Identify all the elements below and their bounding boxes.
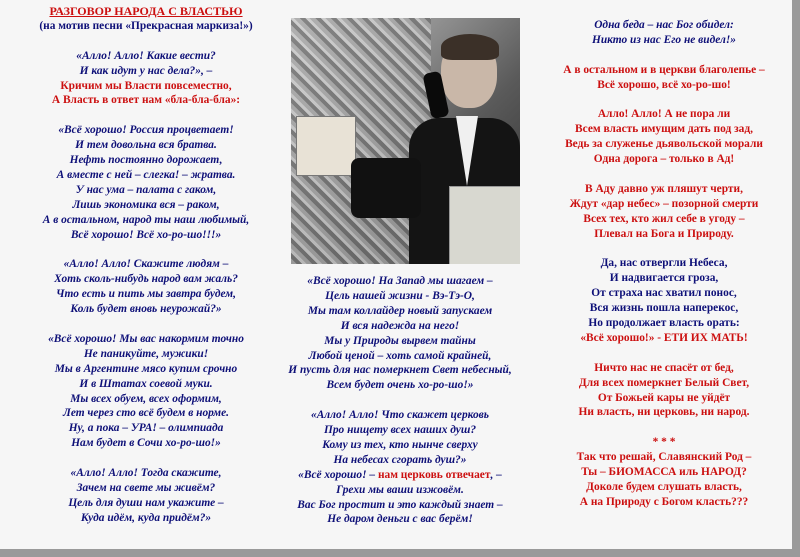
poem-line: Алло! Алло! А не пора ли — [597, 108, 731, 121]
poem-line — [285, 393, 515, 408]
middle-column — [285, 274, 515, 527]
poem-line — [536, 346, 792, 361]
poem-line: «Всё хорошо! Россия процветает! — [58, 124, 234, 137]
poem-line: Доколе будем слушать власть, — [586, 481, 742, 493]
poem-line: А вместе с ней – слегка! – жратва. — [56, 168, 236, 181]
poem-line: Так что решай, Славянский Род – — [576, 451, 752, 464]
poem-line — [536, 420, 792, 435]
poem-line: Хоть сколь-нибудь народ вам жаль? — [54, 273, 238, 286]
poem-line: И как идут у нас дела?», – — [79, 64, 213, 77]
poem-line: Но продолжает власть орать: — [588, 317, 740, 330]
poem-line: «Алло! Алло! Какие вести? — [76, 49, 216, 62]
poem-line: И надвигается гроза, — [609, 272, 719, 285]
poem-line: Грехи мы ваши изжовём. — [336, 483, 464, 496]
notice-sign — [296, 116, 356, 176]
poem-line: Мы всех обуем, всех оформим, — [70, 392, 222, 405]
poem-line — [536, 242, 792, 257]
poem-line: Одна беда – нас Бог обидел: — [594, 19, 734, 31]
poem-line: Мы у Природы вырвем тайны — [324, 334, 476, 347]
poem-line: От Божьей кары не уйдёт — [597, 391, 731, 404]
poem-line: Нам будет в Сочи хо-ро-шо!» — [71, 437, 221, 450]
poem-line: Всем власть имущим дать под зад, — [575, 123, 753, 136]
poem-line: Всех тех, кто жил себе в угоду – — [583, 212, 745, 225]
poem-line: В Аду давно уж пляшут черти, — [585, 182, 743, 195]
poem-line: «Алло! Алло! Тогда скажите, — [70, 467, 222, 480]
poem-line: Цель нашей жизни - Вэ-Тэ-О, — [325, 289, 475, 302]
poem-line: Вся жизнь пошла наперекос, — [589, 302, 739, 315]
poem-line — [285, 468, 515, 483]
line-part: , – — [490, 468, 502, 481]
poem-line: «Алло! Алло! Скажите людям – — [63, 258, 229, 271]
poem-line: Зачем на свете мы живём? — [76, 481, 216, 494]
poem-line: (на мотив песни «Прекрасная маркиза!») — [39, 19, 253, 32]
poem-line: Кричим мы Власти повсеместно, — [60, 79, 232, 92]
poem-line: Не паникуйте, мужики! — [83, 347, 209, 360]
poem-line: А на Природу с Богом класть??? — [579, 495, 749, 508]
right-column — [536, 18, 792, 510]
poem-line: У нас ума – палата с гаком, — [75, 183, 217, 196]
left-column — [8, 4, 284, 526]
poem-line: На небесах сгорать душ?» — [333, 453, 467, 466]
poem-line: А Власть в ответ нам «бла-бла-бла»: — [51, 94, 241, 107]
poem-line: * * * — [652, 436, 676, 449]
poem-line: Ждут «дар небес» – позорной смерти — [569, 197, 759, 210]
hair — [441, 34, 499, 60]
poem-line: Коль будет вновь неурожай?» — [70, 303, 222, 316]
poem-line: Мы в Аргентине мясо купим срочно — [54, 362, 238, 375]
poem-line: «Всё хорошо! Мы вас накормим точно — [48, 332, 244, 345]
poem-line: Что есть и пить мы завтра будем, — [56, 288, 236, 301]
poem-line: «Всё хорошо!» - ЕТИ ИХ МАТЬ! — [580, 331, 748, 344]
poem-line: От страха нас хватил понос, — [591, 287, 737, 300]
poem-line: «Всё хорошо! На Запад мы шагаем – — [307, 275, 493, 287]
poem-line: Мы там коллайдер новый запускаем — [307, 304, 493, 317]
poem-line: РАЗГОВОР НАРОДА С ВЛАСТЬЮ — [49, 4, 243, 18]
poem-line — [536, 93, 792, 108]
poem-line: Кому из тех, кто нынче сверху — [322, 438, 478, 451]
poem-line: Одна дорога – только в Ад! — [593, 153, 735, 166]
poem-line: Вас Бог простит и это каждый знает – — [297, 498, 503, 511]
poem-line: Ничто нас не спасёт от бед, — [594, 361, 734, 374]
poem-line: Ты – БИОМАССА иль НАРОД? — [581, 466, 747, 479]
poem-line: Для всех померкнет Белый Свет, — [578, 376, 750, 389]
poem-line: Ведь за служенье дьявольской морали — [565, 138, 763, 151]
poem-line: Плевал на Бога и Природу. — [594, 227, 734, 240]
poem-line: Куда идём, куда придём?» — [80, 511, 212, 524]
poem-line: И тем довольна вся братва. — [75, 139, 217, 152]
poem-line — [8, 317, 284, 332]
poem-line: Лет через сто всё будем в норме. — [63, 407, 229, 420]
poem-line: Да, нас отвергли Небеса, — [600, 257, 728, 270]
poem-line: Всем будет очень хо-ро-шо!» — [326, 379, 474, 392]
line-part-highlight: нам церковь отвечает — [377, 468, 491, 481]
poem-line: Никто из нас Его не видел!» — [591, 33, 736, 46]
poem-line: Нефть постоянно дорожает, — [69, 154, 223, 167]
poem-line: Всё хорошо! Всё хо-ро-шо!!!» — [70, 228, 222, 241]
poem-line: «Алло! Алло! Что скажет церковь — [311, 409, 489, 422]
telephone-icon — [351, 158, 421, 218]
poem-line — [536, 167, 792, 182]
poem-line — [8, 34, 284, 49]
fax-machine — [449, 186, 520, 264]
poem-line — [8, 108, 284, 123]
poem-line: Любой ценой – хоть самой крайней, — [308, 349, 492, 362]
poem-line — [8, 242, 284, 257]
photo-man-on-telephone — [291, 18, 520, 264]
line-part: «Всё хорошо! – — [298, 468, 378, 481]
poem-line: Ну, а пока – УРА! – олимпиада — [68, 422, 224, 435]
poem-line: А в остальном, народ ты наш любимый, — [42, 213, 250, 226]
poem-line: И пусть для нас померкнет Свет небесный, — [288, 364, 512, 377]
poem-line: И в Штатах соевой муки. — [79, 377, 213, 390]
poem-line: Цель для души нам укажите – — [68, 496, 224, 509]
poem-line — [536, 48, 792, 63]
poem-line: Лишь экономика вся – раком, — [72, 198, 220, 211]
poem-line: А в остальном и в церкви благолепье – — [563, 63, 765, 76]
poem-line: Про нищету всех наших душ? — [323, 424, 477, 437]
poem-line: Всё хорошо, всё хо-ро-шо! — [597, 78, 731, 91]
poem-line: Ни власть, ни церковь, ни народ. — [578, 406, 750, 419]
poem-line: Не даром деньги с вас берём! — [327, 513, 473, 526]
poem-line — [8, 451, 284, 466]
poem-line: И вся надежда на него! — [340, 319, 460, 332]
